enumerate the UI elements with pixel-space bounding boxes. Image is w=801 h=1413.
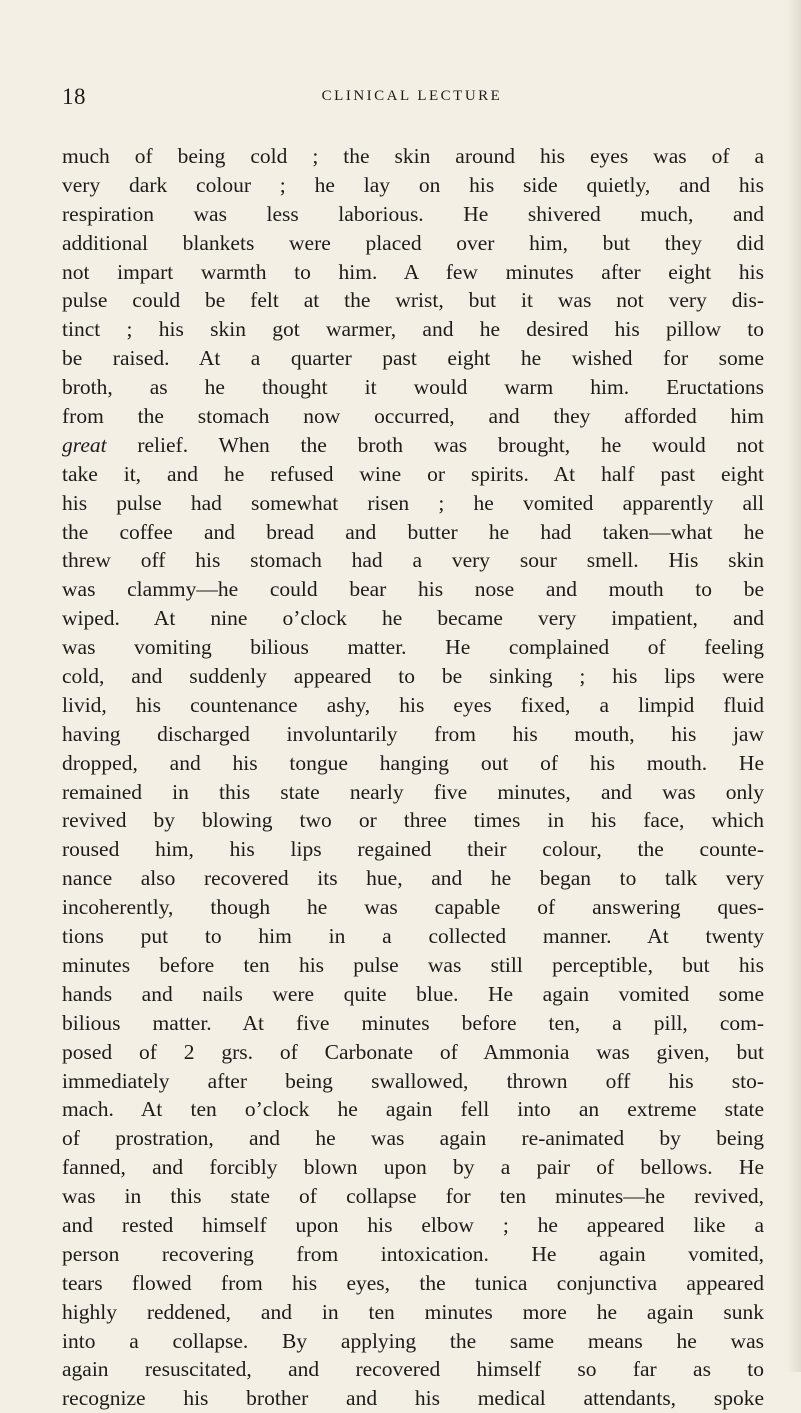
page-number: 18 [62, 84, 86, 109]
text-line: take it, and he refused wine or spirits. At half past eight [62, 461, 764, 486]
text-line: recognize his brother and his medical attendants, spoke [62, 1386, 764, 1411]
text-line: again resuscitated, and recovered himself so far as to [62, 1357, 764, 1382]
text-line: mach. At ten o’clock he again fell into an extreme state [62, 1097, 764, 1122]
emphasis: great [62, 432, 107, 457]
text-line: was clammy—he could bear his nose and mouth to be [62, 577, 764, 602]
text-line: nance also recovered its hue, and he began to talk very [62, 866, 764, 891]
text-line: minutes before ten his pulse was still perceptible, but his [62, 952, 764, 977]
text-line: was vomiting bilious matter. He complained of feeling [62, 635, 764, 660]
text-line: threw off his stomach had a very sour smell. His skin [62, 548, 764, 573]
text-line: bilious matter. At five minutes before ten, a pill, com- [62, 1010, 764, 1035]
text-line: highly reddened, and in ten minutes more he again sunk [62, 1299, 764, 1324]
running-head [62, 84, 762, 114]
text-line: and rested himself upon his elbow ; he appeared like a [62, 1212, 764, 1237]
text-line: posed of 2 grs. of Carbonate of Ammonia was given, but [62, 1039, 764, 1064]
text-line: cold, and suddenly appeared to be sinking ; his lips were [62, 664, 764, 689]
text-line: incoherently, though he was capable of answering ques- [62, 895, 764, 920]
text-line: of prostration, and he was again re-animated by being [62, 1126, 764, 1151]
text-line: remained in this state nearly five minutes, and was only [62, 779, 764, 804]
text-line: be raised. At a quarter past eight he wished for some [62, 346, 764, 371]
text-line: tions put to him in a collected manner. At twenty [62, 924, 764, 949]
body-text [62, 142, 764, 1413]
text-line: not impart warmth to him. A few minutes after eight his [62, 259, 764, 284]
text-line: revived by blowing two or three times in his face, which [62, 808, 764, 833]
text-line: pulse could be felt at the wrist, but it was not very dis- [62, 288, 764, 313]
text-line: livid, his countenance ashy, his eyes fixed, a limpid fluid [62, 692, 764, 717]
page-edge-shadow [787, 0, 801, 1372]
text-line: tears flowed from his eyes, the tunica conjunctiva appeared [62, 1270, 764, 1295]
text-line: hands and nails were quite blue. He again vomited some [62, 981, 764, 1006]
text-line: from the stomach now occurred, and they afforded him [62, 404, 764, 429]
text-line: dropped, and his tongue hanging out of his mouth. He [62, 750, 764, 775]
text-line: additional blankets were placed over him, but they did [62, 230, 764, 255]
running-title: CLINICAL LECTURE [321, 88, 503, 104]
text-line: much of being cold ; the skin around his eyes was of a [62, 144, 764, 168]
text-line: the coffee and bread and butter he had taken—what he [62, 519, 764, 544]
text-line: immediately after being swallowed, thrown off his sto- [62, 1068, 764, 1093]
text-line: respiration was less laborious. He shivered much, and [62, 201, 764, 226]
text-line: was in this state of collapse for ten minutes—he revived, [62, 1184, 764, 1209]
text-line: broth, as he thought it would warm him. Eructations [62, 375, 764, 400]
text-line: wiped. At nine o’clock he became very impatient, and [62, 606, 764, 631]
text-line: roused him, his lips regained their colour, the counte- [62, 837, 764, 862]
text-line: into a collapse. By applying the same means he was [62, 1328, 764, 1353]
text-line: tinct ; his skin got warmer, and he desired his pillow to [62, 317, 764, 342]
text-line: great relief. When the broth was brought, he would not [62, 432, 764, 457]
text-line: fanned, and forcibly blown upon by a pair of bellows. He [62, 1155, 764, 1180]
text-line: person recovering from intoxication. He again vomited, [62, 1241, 764, 1266]
text-line: his pulse had somewhat risen ; he vomited apparently all [62, 490, 764, 515]
text-line: having discharged involuntarily from his mouth, his jaw [62, 721, 764, 746]
text-line: very dark colour ; he lay on his side quietly, and his [62, 172, 764, 197]
